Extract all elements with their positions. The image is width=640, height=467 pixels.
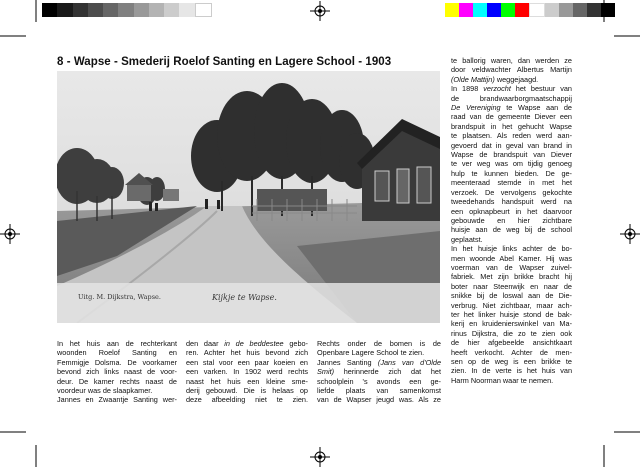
text-line: Harm Noorman waar te nemen. [451, 375, 554, 385]
text-line: Femmigje Dolsma. De voorkamer [57, 357, 177, 367]
color-calibration-bar [445, 3, 615, 17]
text-column-4 [451, 56, 572, 385]
text-line: gebouwde en hier zichtbare [451, 215, 572, 225]
text-line: de brandwaarborgmaatschappij [451, 93, 572, 103]
text-line: te plaatsen. Als reden werd aan- [451, 131, 572, 141]
text-line: ter het linker huisje stond de bak- [451, 309, 572, 319]
text-line: een stal voor een paar koeien en [186, 357, 308, 367]
text-line: meenteraad stemde in met het [451, 178, 572, 188]
text-line: huisje aan de weg bij de school [451, 225, 572, 235]
text-column-2 [186, 339, 308, 405]
text-line: naast het huis een kleine sme- [186, 376, 308, 386]
text-line: Rechts onder de bomen is de [317, 339, 441, 348]
text-line: verbrug. Niet zichtbaar, maar ach- [451, 300, 572, 310]
text-line: men woonde Abel Kamer. Hij was [451, 253, 572, 263]
text-line: voerman van de Wapser zuivel- [451, 262, 572, 272]
text-line: den daar in de beddestee gebo- [186, 339, 308, 348]
text-line: heeft verkocht. Achter de men- [451, 347, 572, 357]
text-line: tweedehands handspuit werd na [451, 197, 572, 207]
photo-handwritten-caption: Kijkje te Wapse. [212, 293, 277, 302]
text-line: brandspuit in het gehucht Wapse [451, 121, 572, 131]
text-line: boter naar Steenwijk en naar de [451, 281, 572, 291]
text-line: de hier afgebeelde ansichtkaart [451, 338, 572, 348]
page-title: 8 - Wapse - Smederij Roelof Santing en Lagere School - 1903 [57, 56, 392, 68]
text-line: verzoek. De vervolgens gekochte [451, 187, 572, 197]
text-line: In het huisje links achter de bo- [451, 244, 572, 254]
grayscale-calibration-bar [42, 3, 212, 17]
text-line: derij gebouwd. Die is helaas op [186, 386, 308, 396]
historical-photo [57, 71, 440, 323]
text-line: In 1898 verzocht het bestuur van [451, 84, 572, 94]
text-line: hulp te kunnen bieden. De ge- [451, 168, 572, 178]
text-line: fabriek. Met zijn brikke bracht hij [451, 272, 572, 282]
text-line: woonden Roelof Santing en [57, 348, 177, 358]
text-line: snikke bij de loswal aan de Die- [451, 291, 572, 301]
text-line: Jannes en Zwaantje Santing wer- [57, 395, 177, 405]
text-line: schoolplein 's avonds een ge- [317, 376, 441, 386]
text-line: Jannes Santing (Jans van d'Olde [317, 357, 441, 367]
photo-publisher-caption: Uitg. M. Dijkstra, Wapse. [78, 293, 161, 301]
text-line: (Olde Mattijn) weggejaagd. [451, 74, 539, 84]
text-line: rinus Dijkstra, die zo te zien ook [451, 328, 572, 338]
text-line: te ver weg was om tijdig genoeg [451, 159, 572, 169]
text-line: deze afbeelding niet te zien. [186, 395, 308, 405]
text-line: In het huis aan de rechterkant [57, 339, 177, 348]
text-line: voordeur was de slaapkamer. [57, 386, 153, 396]
text-column-3 [317, 339, 441, 405]
text-line: Wapse de brandspuit van Diever [451, 150, 572, 160]
text-line: zien. In de verte is het huis van [451, 366, 572, 376]
text-line: een opknapbeurt in het daarvoor [451, 206, 572, 216]
text-line: een varken. In 1902 werd rechts [186, 367, 308, 377]
text-line: Smit) herinnerde zich dat het [317, 367, 441, 377]
text-line: Openbare Lagere School te zien. [317, 348, 425, 358]
text-line: bevond zich links naast de voor- [57, 367, 177, 377]
text-line: sen op de weg is een brikke te [451, 357, 572, 366]
text-line: gevoerd dat in geval van brand in [451, 140, 572, 150]
text-line: te ballorig waren, dan werden ze [451, 56, 572, 65]
text-line: geplaatst. [451, 234, 483, 244]
text-line: liefde plaats van samenkomst [317, 386, 441, 396]
text-line: De Vereniging te Wapse aan de [451, 103, 572, 113]
text-line: door veldwachter Albertus Martijn [451, 65, 572, 75]
text-line: ren. Achter het huis bevond zich [186, 348, 308, 358]
text-line: van de Wapser jeugd was. Als ze [317, 395, 441, 405]
text-line: kerij en kruidenierswinkel van Ma- [451, 319, 572, 329]
text-line: raad van de gemeente Diever een [451, 112, 572, 122]
text-column-1 [57, 339, 177, 405]
text-line: deur. De kamer rechts naast de [57, 376, 177, 386]
village-road-scene [57, 71, 440, 323]
